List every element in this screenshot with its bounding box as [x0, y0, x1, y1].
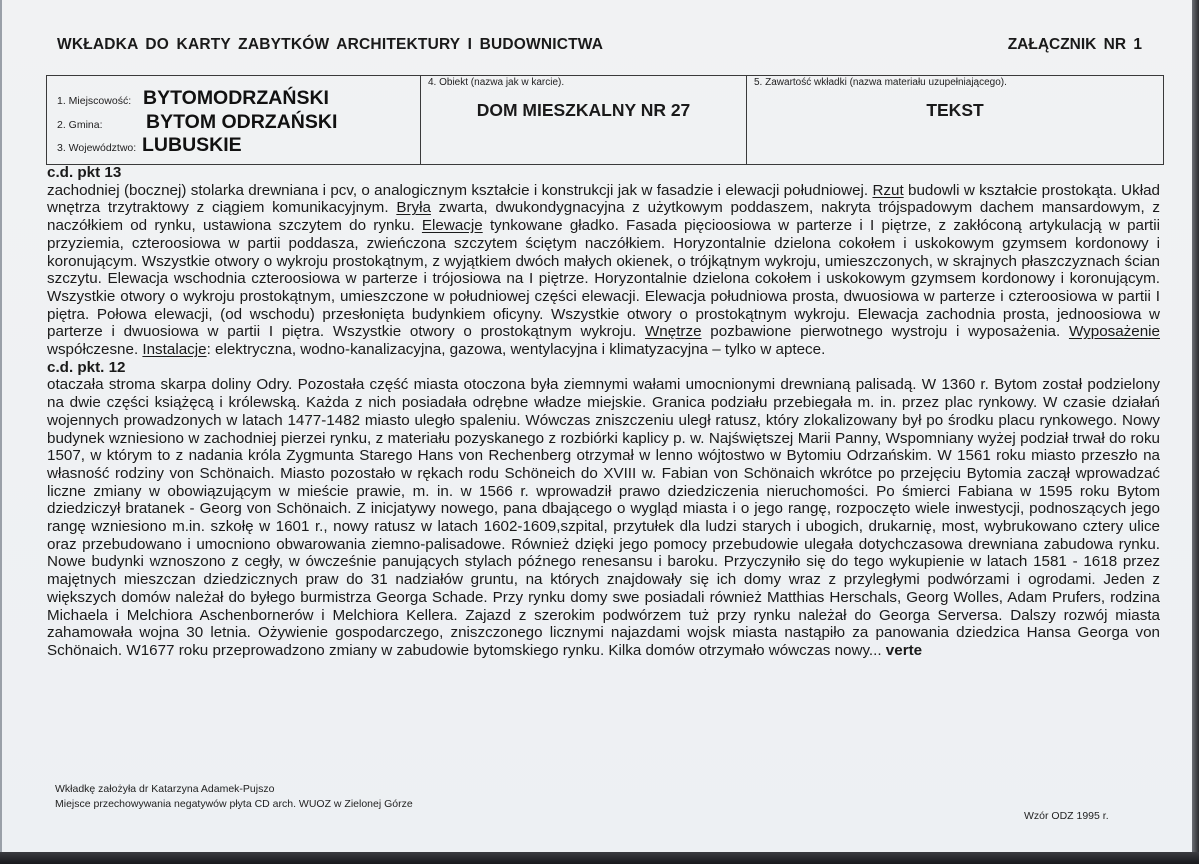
storage-note: Miejsce przechowywania negatywów płyta CD arch. WUOZ w Zielonej Górze [55, 798, 413, 810]
locality-value: BYTOMODRZAŃSKI [143, 87, 329, 109]
identification-form [46, 75, 1164, 165]
annex-number: ZAŁĄCZNIK NR 1 [1007, 36, 1142, 53]
text-run: współczesne. [47, 341, 143, 359]
underlined-term: Instalacje [142, 341, 207, 359]
underlined-term: Bryła [396, 199, 431, 217]
scan-edge-bottom [0, 852, 1199, 864]
underlined-term: Wnętrze [644, 323, 702, 341]
section-text [47, 376, 1160, 659]
locality-label: 1. Miejscowość: [57, 95, 132, 107]
object-value: DOM MIESZKALNY NR 27 [476, 100, 691, 120]
verte-marker: verte [885, 641, 923, 659]
underlined-term: Rzut [872, 181, 904, 199]
contents-cell [747, 76, 1163, 164]
document-title: WKŁADKA DO KARTY ZABYTKÓW ARCHITEKTURY I BUDOWNICTWA [57, 36, 604, 53]
locality-row [57, 87, 329, 110]
object-label: 4. Obiekt (nazwa jak w karcie). [428, 77, 565, 88]
template-note: Wzór ODZ 1995 r. [1024, 810, 1109, 822]
section-pkt-12 [47, 359, 1160, 660]
underlined-term: Wyposażenie [1068, 323, 1160, 341]
text-run: zwarta, dwukondygnacyjna z użytkowym poddaszem, nakryta trójspadowym dachem mansardowym, z naczółkiem od rynku, ustawiona szczytem do rynku. [47, 199, 1161, 235]
object-cell [421, 76, 747, 164]
voivodeship-value: LUBUSKIE [142, 134, 242, 156]
scan-edge-right [1192, 0, 1199, 864]
text-run: pozbawione pierwotnego wystroju i wyposażenia. [701, 323, 1069, 341]
contents-label: 5. Zawartość wkładki (nazwa materiału uzupełniającego). [754, 77, 1007, 88]
commune-value: BYTOM ODRZAŃSKI [146, 111, 338, 133]
scan-edge-left [0, 0, 2, 864]
underlined-term: Elewacje [421, 217, 483, 235]
author-note: Wkładkę założyła dr Katarzyna Adamek-Pujszo [55, 783, 275, 795]
commune-row [57, 111, 337, 134]
text-run: budowli w kształcie prostokąta. Układ wnętrza trzytraktowy z ciągiem komunikacyjnym. [47, 181, 1160, 217]
section-pkt-13 [47, 164, 1160, 359]
voivodeship-row [57, 134, 242, 157]
text-run: tynkowane gładko. Fasada pięcioosiowa w parterze i I piętrze, z zakłóconą artykulacją w partii przyziemia, czteroosiowa w partii poddasza, zwieńczona szczytem ściętym naczółkiem. Horyzontalnie dzielona cokołem i uskokowym gzymsem kordonowy i koronującym. Wszystkie otwory o wykroju prostokątnym, z wyjątkiem dwóch małych okienek, o trójkątnym wykroju, umieszczonych, w skrajnych płaszczyznach ścian szczytu. Elewacja wschodnia czteroosiowa w parterze i trójosiowa na I piętrze. Horyzontalnie dzielona cokołem i uskokowym gzymsem kordonowy i koronującym. Wszystkie otwory o wykroju prostokątnym, umieszczone w południowej części elewacji. Elewacja południowa prosta, dwuosiowa w parterze i czteroosiowa w partii I piętra. Połowa elewacji, (od wschodu) przesłonięta budynkiem oficyny. Wszystkie otwory o prostokątnym wykroju. Elewacja zachodnia prosta, jednoosiowa w parterze i dwuosiowa w partii I piętra. Wszystkie otwory o prostokątnym wykroju. [47, 217, 1160, 341]
location-cell [47, 76, 421, 164]
footer-notes [55, 782, 413, 812]
text-run: otaczała stroma skarpa doliny Odry. Pozostała część miasta otoczona była ziemnymi wałami umocnionymi drewnianą palisadą. W 1360 r. Bytom został podzielony na dwie części książęcą i królewską. Każda z nich posiadała odrębne władze miejskie. Granica podziału przebiegała m. in. przez plac rynkowy. W czasie działań wojennych prowadzonych w latach 1477-1482 miasto uległo spaleniu. Wówczas zniszczeniu uległ ratusz, który zlokalizowany był po środku placu rynkowego. Nowy budynek wzniesiono w zachodniej pierzei rynku, z materiału pozyskanego z rozbiórki kaplicy p. w. Najświętszej Marii Panny, Wspomniany wyżej podział trwał do roku 1507, w którym to z nadania króla Zygmunta Starego Hans von Rechenberg otrzymał w lenno wójtostwo w Bytomiu Odrzańskim. W 1561 roku miasto przeszło na własność rodziny von Schönaich. Miasto pozostało w rękach rodu Schöneich do XVIII w. Fabian von Schönaich wkrótce po przejęciu Bytomia zaczął wprowadzać liczne zmiany w obowiązującym w mieście prawie, m. in. w 1566 r. wprowadził prawo dziedziczenia nieruchomości. Po śmierci Fabiana w 1595 roku Bytom dziedziczył bratanek - Georg von Schönaich. Z inicjatywy nowego, pana dbającego o wygląd miasta i o jego rangę, rozpoczęto wiele inwestycji, podnoszących jego rangę wzniesiono m.in. szkołę w 1601 r., nowy ratusz w latach 1602-1609,szpital, przytułek dla ludzi starych i ubogich, drukarnię, most, wybrukowano cztery ulice oraz przebudowano i umocniono obwarowania ziemno-palisadowe. Również dzięki jego pomocy przebudowie ulegała dotychczasowa drewniana zabudowa rynku. Nowe budynki wznoszono z cegły, w ówcześnie panujących stylach późnego renesansu i baroku. Przyczyniło się do tego wykupienie w latach 1581 - 1618 przez majętnych mieszczan dziedzicznych praw do 31 nadziałów gruntu, na których znajdowały się ich domy wraz z przyległymi podwórzami i ogrodami. Jeden z większych domów należał do byłego burmistrza Georga Schade. Przy rynku domy swe posiadali również Matthias Herschals, Georg Wolles, Adam Prufers, rodzina Michaela i Melchiora Aschenbornerów i Melchiora Kellera. Zajazd z szerokim podwórzem tuż przy rynku należał do Georga Serversa. Dalszy rozwój miasta zahamowała wojna 30 letnia. Ożywienie gospodarczego, zniszczonego licznymi najazdami wojsk miasta nastąpiło za panowania dziedzica Hansa Georga von Schönaich. W1677 roku przeprowadzono zmiany w zabudowie bytomskiego rynku. Kilka domów otrzymało wówczas nowy... [47, 376, 1160, 659]
contents-value: TEKST [926, 100, 984, 120]
voivodeship-label: 3. Województwo: [57, 142, 137, 154]
commune-label: 2. Gmina: [57, 119, 103, 131]
document-body [47, 164, 1160, 660]
section-heading: c.d. pkt 13 [47, 164, 122, 181]
section-heading: c.d. pkt. 12 [47, 358, 126, 376]
text-run: zachodniej (bocznej) stolarka drewniana i pcv, o analogicznym kształcie i konstrukcji jak w fasadzie i elewacji południowej. [47, 181, 873, 199]
section-text [47, 182, 1160, 359]
text-run: : elektryczna, wodno-kanalizacyjna, gazowa, wentylacyjna i klimatyzacyjna – tylko w aptece. [206, 341, 826, 359]
